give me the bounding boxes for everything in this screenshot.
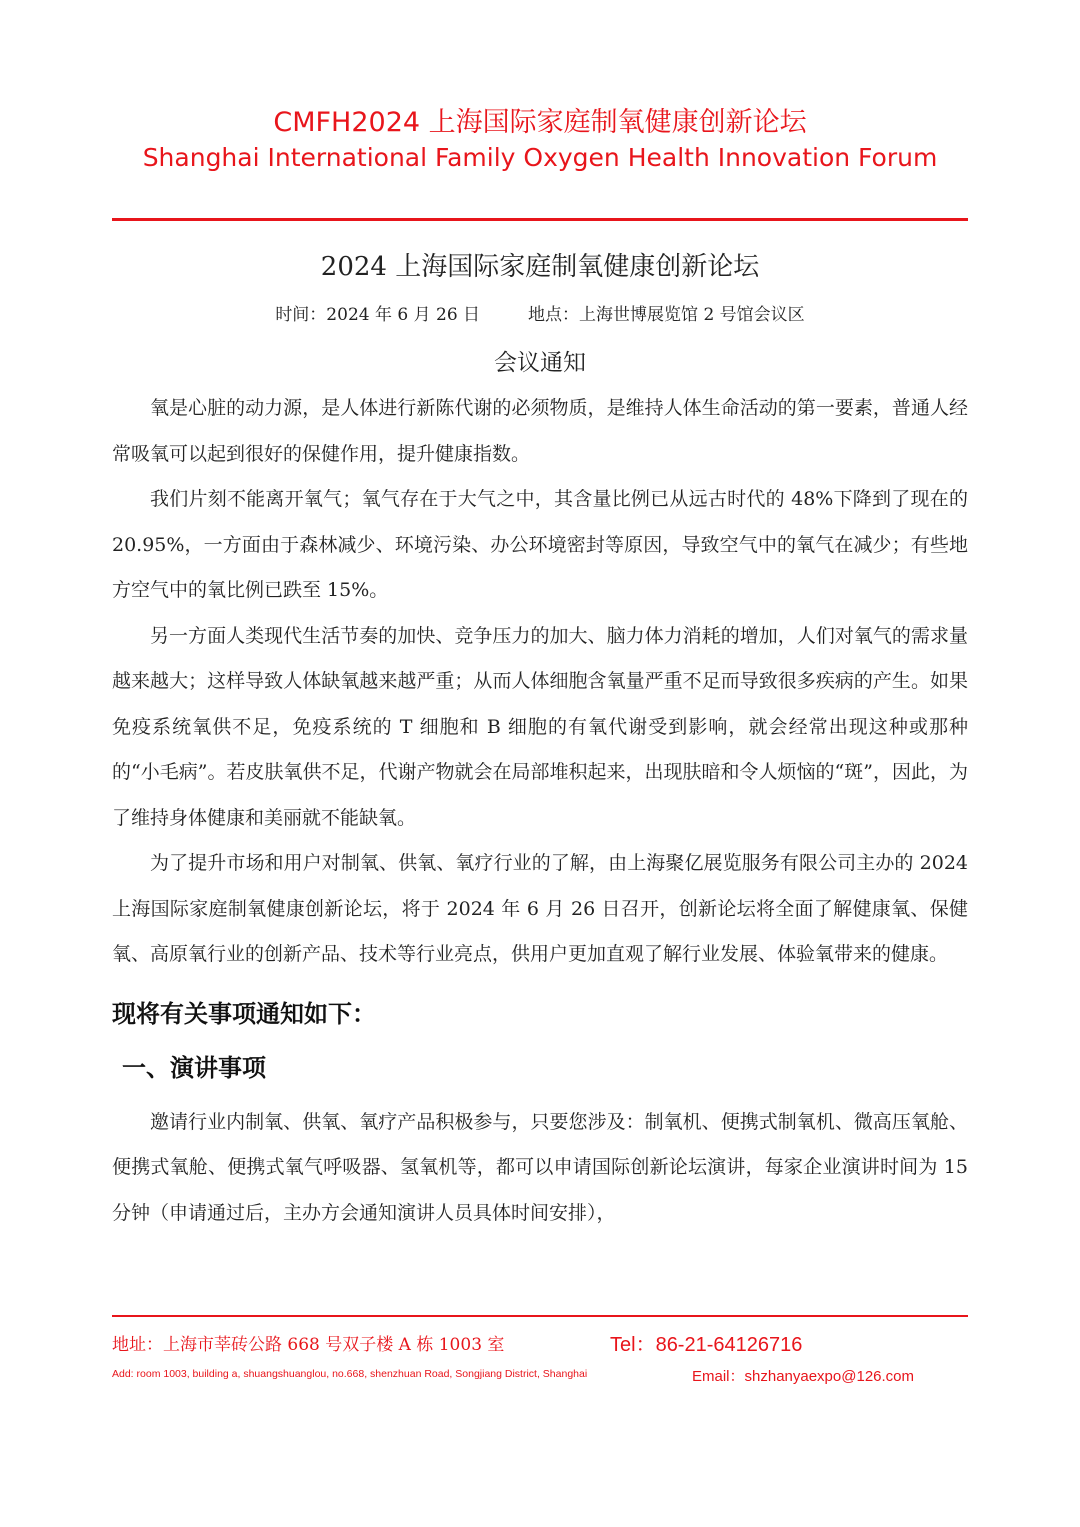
paragraph-3: 另一方面人类现代生活节奏的加快、竞争压力的加大、脑力体力消耗的增加，人们对氧气的需求量越来越大；这样导致人体缺氧越来越严重；从而人体细胞含氧量严重不足而导致很多疾病的产生。如果免疫系统氧供不足，免疫系统的 T 细胞和 B 细胞的有氧代谢受到影响，就会经常出现这种或那种的“小毛病”。若皮肤氧供不足，代谢产物就会在局部堆积起来，出现肤暗和令人烦恼的“斑”，因此，为了维持身体健康和美丽就不能缺氧。 [112, 624, 968, 829]
meeting-location: 地点：上海世博展览馆 2 号馆会议区 [528, 305, 805, 325]
header-title-cn: CMFH2024 上海国际家庭制氧健康创新论坛 [273, 107, 807, 138]
footer-address-en: Add: room 1003, building a, shuangshuanglou, no.668, shenzhuan Road, Songjiang District, Shanghai [112, 1368, 588, 1380]
document-title: 2024 上海国际家庭制氧健康创新论坛 [320, 252, 760, 282]
paragraph-2: 我们片刻不能离开氧气；氧气存在于大气之中，其含量比例已从远古时代的 48%下降到了现在的 20.95%，一方面由于森林减少、环境污染、办公环境密封等原因，导致空气中的氧气在减少；有些地方空气中的氧比例已跌至 15%。 [112, 488, 968, 601]
footer-address-cn: 地址：上海市莘砖公路 668 号双子楼 A 栋 1003 室 [112, 1335, 505, 1355]
footer-tel: Tel：86-21-64126716 [610, 1334, 803, 1356]
paragraph-1: 氧是心脏的动力源，是人体进行新陈代谢的必须物质，是维持人体生命活动的第一要素，普通人经常吸氧可以起到很好的保健作用，提升健康指数。 [112, 397, 968, 465]
header-title-en: Shanghai International Family Oxygen Health Innovation Forum [142, 143, 938, 172]
meeting-meta [0, 300, 1080, 325]
footer-divider [112, 1315, 968, 1317]
section-1-heading: 一、演讲事项 [122, 1053, 266, 1082]
meeting-time: 时间：2024 年 6 月 26 日 [275, 305, 481, 325]
notice-heading: 会议通知 [494, 350, 586, 376]
section-intro-heading: 现将有关事项通知如下： [112, 999, 376, 1028]
paragraph-4: 为了提升市场和用户对制氧、供氧、氧疗行业的了解，由上海聚亿展览服务有限公司主办的 2024 上海国际家庭制氧健康创新论坛，将于 2024 年 6 月 26 日召开，创新论坛将全面了解健康氧、保健氧、高原氧行业的创新产品、技术等行业亮点，供用户更加直观了解行业发展、体验氧带来的健康。 [112, 852, 968, 965]
document-body [112, 386, 968, 1236]
section-1-paragraph: 邀请行业内制氧、供氧、氧疗产品积极参与，只要您涉及：制氧机、便携式制氧机、微高压氧舱、便携式氧舱、便携式氧气呼吸器、氢氧机等，都可以申请国际创新论坛演讲，每家企业演讲时间为 15 分钟（申请通过后，主办方会通知演讲人员具体时间安排）， [112, 1110, 968, 1224]
header-divider [112, 218, 968, 221]
footer-email: Email：shzhanyaexpo@126.com [692, 1368, 915, 1385]
